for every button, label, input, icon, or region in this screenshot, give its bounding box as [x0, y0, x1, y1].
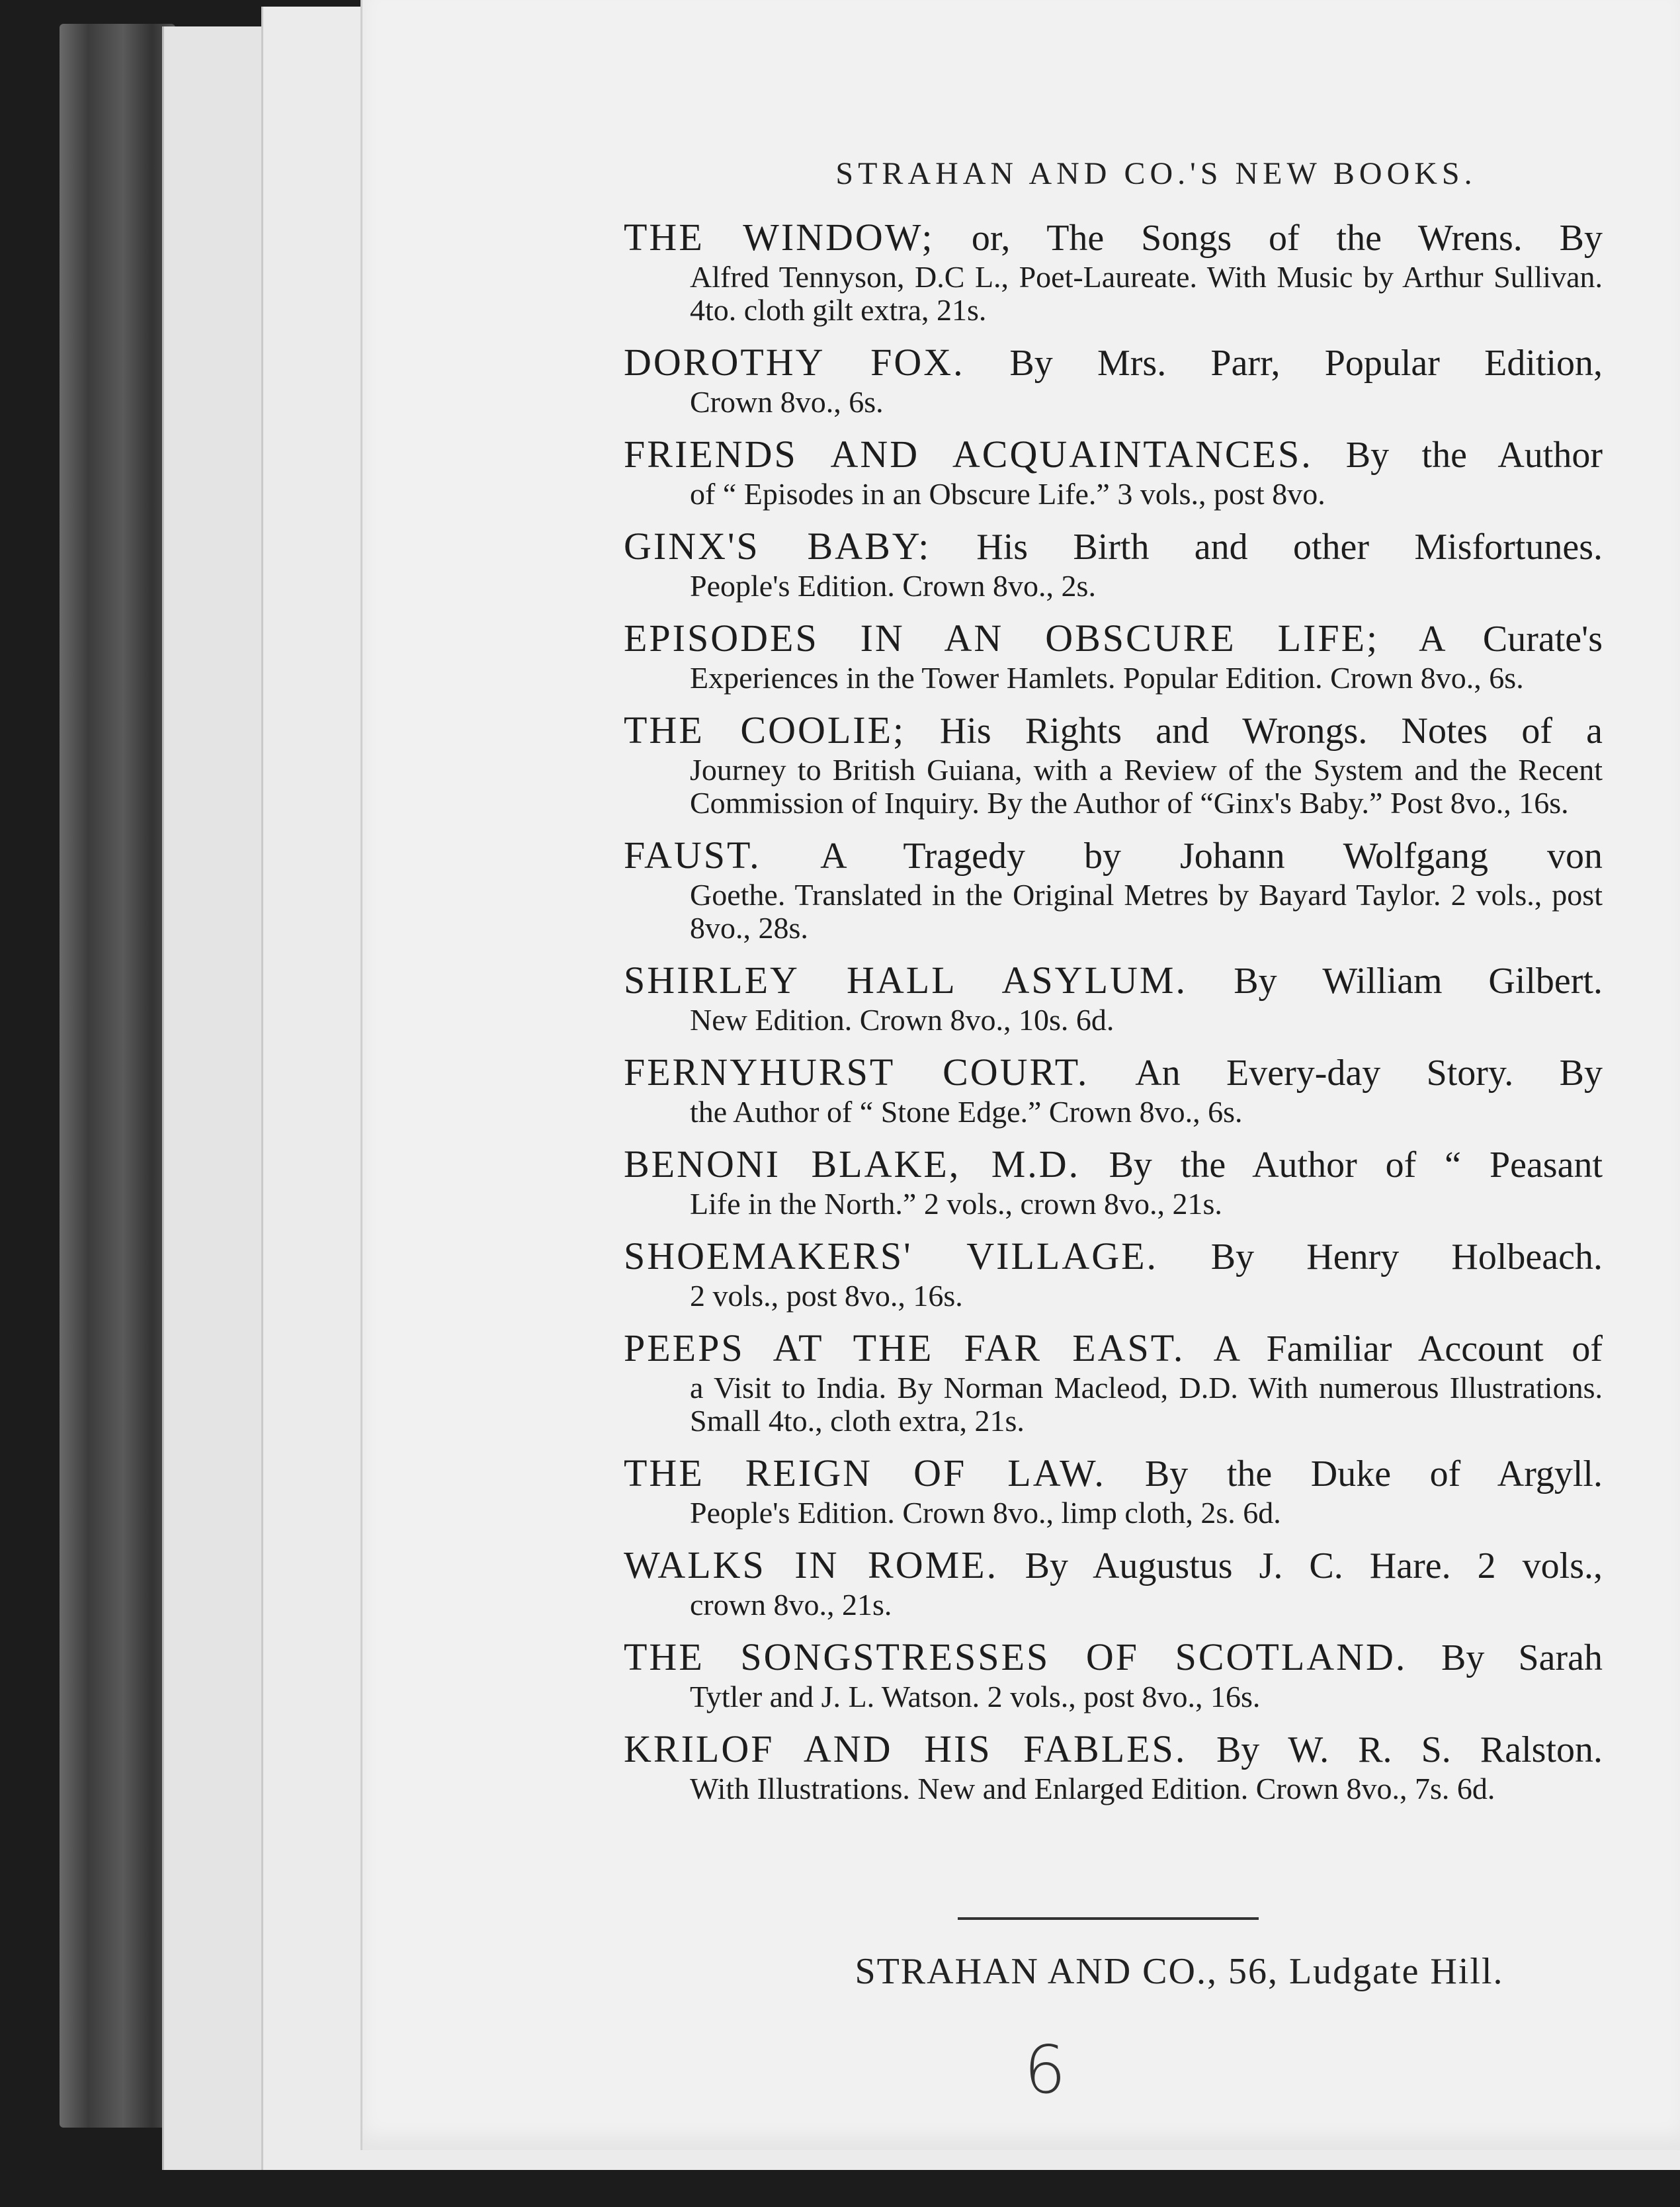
- book-entry: [624, 524, 1603, 603]
- entry-first-line: [624, 1234, 1603, 1279]
- book-title: GINX'S BABY:: [624, 525, 931, 568]
- book-title: SHOEMAKERS' VILLAGE.: [624, 1234, 1159, 1277]
- book-list: [624, 215, 1603, 1819]
- book-title: DOROTHY FOX.: [624, 341, 965, 384]
- book-entry: [624, 1727, 1603, 1805]
- book-details: of “ Episodes in an Obscure Life.” 3 vols., post 8vo.: [690, 477, 1325, 511]
- entry-first-line: [624, 958, 1603, 1004]
- book-subtitle: An Every-day Story. By: [1135, 1053, 1603, 1094]
- book-details: People's Edition. Crown 8vo., 2s.: [690, 569, 1096, 603]
- book-title: THE REIGN OF LAW.: [624, 1451, 1106, 1494]
- book-subtitle: By the Author: [1345, 435, 1603, 476]
- book-entry: [624, 1234, 1603, 1313]
- book-entry: [624, 708, 1603, 820]
- book-subtitle: By Sarah: [1441, 1637, 1603, 1678]
- entry-first-line: [624, 1326, 1603, 1371]
- book-details: New Edition. Crown 8vo., 10s. 6d.: [690, 1003, 1114, 1037]
- book-details: crown 8vo., 21s.: [690, 1588, 892, 1622]
- book-subtitle: A Curate's: [1419, 619, 1603, 660]
- book-details: Alfred Tennyson, D.C L., Poet-Laureate. With Music by Arthur Sullivan. 4to. cloth gilt extra, 21s.: [690, 260, 1603, 327]
- book-details: 2 vols., post 8vo., 16s.: [690, 1279, 963, 1313]
- book-entry: [624, 1142, 1603, 1221]
- book-entry: [624, 340, 1603, 419]
- page-header: STRAHAN AND CO.'S NEW BOOKS.: [835, 156, 1477, 191]
- book-title: PEEPS AT THE FAR EAST.: [624, 1326, 1185, 1369]
- book-title: FAUST.: [624, 834, 761, 877]
- book-entry: [624, 215, 1603, 327]
- book-title: KRILOF AND HIS FABLES.: [624, 1727, 1187, 1770]
- book-entry: [624, 1635, 1603, 1713]
- book-subtitle: or, The Songs of the Wrens. By: [971, 218, 1603, 259]
- book-title: WALKS IN ROME.: [624, 1543, 999, 1586]
- book-entry: [624, 833, 1603, 945]
- entry-first-line: [624, 1451, 1603, 1496]
- book-title: SHIRLEY HALL ASYLUM.: [624, 959, 1187, 1002]
- handwritten-page-number: 6: [1024, 2031, 1066, 2108]
- book-title: BENONI BLAKE, M.D.: [624, 1143, 1081, 1186]
- entry-first-line: [624, 215, 1603, 261]
- publisher-address: STRAHAN AND CO., 56, Ludgate Hill.: [855, 1951, 1504, 1992]
- entry-first-line: [624, 1727, 1603, 1772]
- book-details: Journey to British Guiana, with a Review of the System and the Recent Commission of Inquiry. By the Author of “Ginx's Baby.” Post 8vo., 16s.: [690, 753, 1603, 820]
- entry-first-line: [624, 432, 1603, 478]
- book-entry: [624, 958, 1603, 1037]
- entry-first-line: [624, 1142, 1603, 1188]
- book-subtitle: By William Gilbert.: [1234, 961, 1603, 1002]
- entry-first-line: [624, 616, 1603, 662]
- book-title: THE WINDOW;: [624, 216, 935, 259]
- book-details: a Visit to India. By Norman Macleod, D.D. With numerous Illustrations. Small 4to., cloth extra, 21s.: [690, 1371, 1603, 1438]
- book-title: THE COOLIE;: [624, 709, 906, 752]
- entry-first-line: [624, 833, 1603, 879]
- entry-first-line: [624, 1050, 1603, 1096]
- catalogue-page: [360, 0, 1680, 2150]
- book-entry: [624, 616, 1603, 695]
- book-subtitle: His Rights and Wrongs. Notes of a: [939, 711, 1603, 752]
- book-subtitle: By Mrs. Parr, Popular Edition,: [1009, 343, 1603, 384]
- book-details: Tytler and J. L. Watson. 2 vols., post 8vo., 16s.: [690, 1680, 1261, 1713]
- book-details: Life in the North.” 2 vols., crown 8vo., 21s.: [690, 1187, 1222, 1221]
- footer-rule: [958, 1917, 1259, 1920]
- book-entry: [624, 432, 1603, 511]
- book-entry: [624, 1451, 1603, 1530]
- book-details: Goethe. Translated in the Original Metres by Bayard Taylor. 2 vols., post 8vo., 28s.: [690, 878, 1603, 945]
- book-title: FRIENDS AND ACQUAINTANCES.: [624, 433, 1313, 476]
- book-details: Crown 8vo., 6s.: [690, 385, 884, 419]
- book-subtitle: His Birth and other Misfortunes.: [976, 527, 1603, 568]
- book-subtitle: By the Author of “ Peasant: [1109, 1145, 1603, 1186]
- book-title: THE SONGSTRESSES OF SCOTLAND.: [624, 1635, 1407, 1678]
- book-entry: [624, 1543, 1603, 1622]
- entry-first-line: [624, 708, 1603, 754]
- book-subtitle: By the Duke of Argyll.: [1144, 1453, 1603, 1494]
- entry-first-line: [624, 340, 1603, 386]
- book-details: Experiences in the Tower Hamlets. Popular Edition. Crown 8vo., 6s.: [690, 661, 1524, 695]
- book-details: With Illustrations. New and Enlarged Edition. Crown 8vo., 7s. 6d.: [690, 1772, 1495, 1805]
- book-entry: [624, 1326, 1603, 1438]
- book-details: the Author of “ Stone Edge.” Crown 8vo., 6s.: [690, 1095, 1243, 1129]
- book-title: FERNYHURST COURT.: [624, 1051, 1089, 1094]
- book-details: People's Edition. Crown 8vo., limp cloth, 2s. 6d.: [690, 1496, 1281, 1530]
- book-subtitle: By Henry Holbeach.: [1210, 1236, 1603, 1277]
- entry-first-line: [624, 524, 1603, 570]
- book-subtitle: By W. R. S. Ralston.: [1216, 1729, 1603, 1770]
- entry-first-line: [624, 1543, 1603, 1588]
- book-subtitle: A Familiar Account of: [1213, 1328, 1603, 1369]
- book-subtitle: A Tragedy by Johann Wolfgang von: [820, 836, 1603, 877]
- entry-first-line: [624, 1635, 1603, 1680]
- book-entry: [624, 1050, 1603, 1129]
- book-spine: [60, 24, 175, 2128]
- book-subtitle: By Augustus J. C. Hare. 2 vols.,: [1025, 1545, 1603, 1586]
- book-title: EPISODES IN AN OBSCURE LIFE;: [624, 617, 1380, 660]
